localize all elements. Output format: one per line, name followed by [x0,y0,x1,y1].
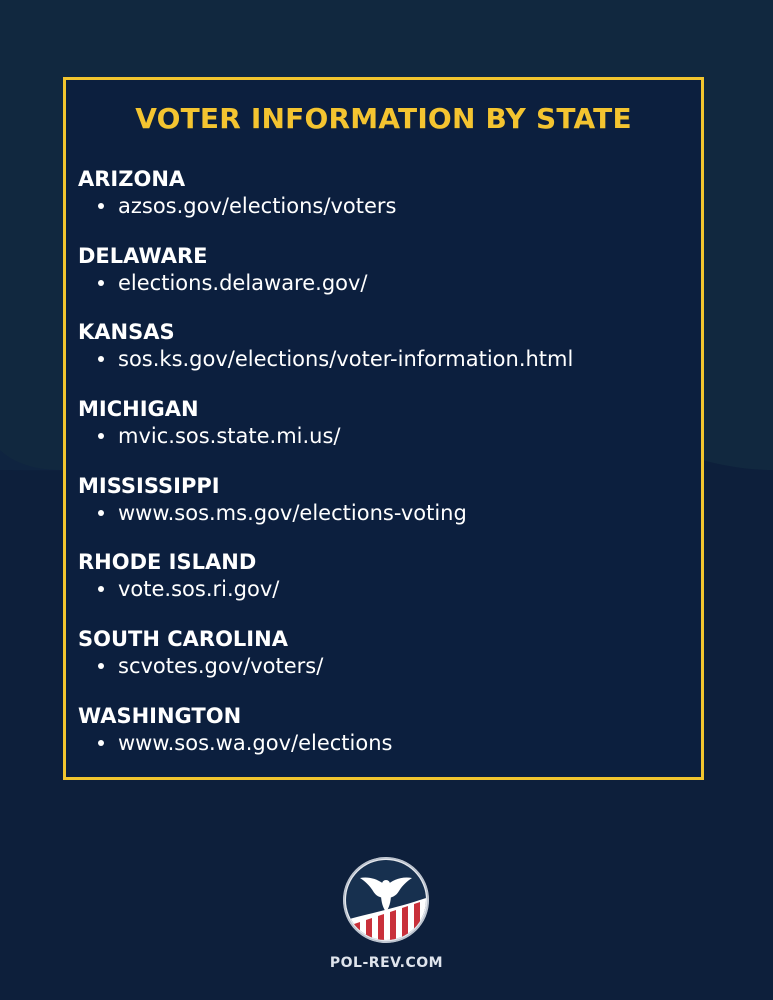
state-item-washington [78,703,688,780]
state-url-link[interactable]: mvic.sos.state.mi.us/ [118,424,341,449]
state-name: SOUTH CAROLINA [78,627,288,652]
bullet-icon [98,203,104,209]
state-link-row [78,423,688,449]
state-url-link[interactable]: scvotes.gov/voters/ [118,654,324,679]
bullet-icon [98,663,104,669]
state-name: DELAWARE [78,243,208,268]
bullet-icon [98,356,104,362]
state-url-link[interactable]: sos.ks.gov/elections/voter-information.html [118,347,574,372]
state-name: KANSAS [78,320,175,345]
state-link-row [78,653,688,679]
state-url-link[interactable]: www.sos.wa.gov/elections [118,730,393,755]
state-name: MISSISSIPPI [78,473,220,498]
bullet-icon [98,740,104,746]
bullet-icon [98,510,104,516]
state-item-michigan [78,396,688,473]
state-url-link[interactable]: www.sos.ms.gov/elections-voting [118,500,467,525]
state-link-row [78,500,688,526]
state-item-mississippi [78,473,688,550]
state-link-row [78,730,688,756]
voter-info-card [63,77,704,780]
state-item-kansas [78,319,688,396]
state-item-south-carolina [78,626,688,703]
state-name: WASHINGTON [78,703,242,728]
state-link-row [78,346,688,372]
bullet-icon [98,586,104,592]
card-title: VOTER INFORMATION BY STATE [135,102,632,135]
state-name: ARIZONA [78,167,186,191]
site-url-label[interactable]: POL-REV.COM [329,955,444,971]
state-link-row [78,576,688,602]
state-link-row [78,193,688,219]
eagle-flag-logo-icon [342,856,430,944]
state-list [78,166,688,780]
state-url-link[interactable]: azsos.gov/elections/voters [118,194,397,218]
bullet-icon [98,280,104,286]
state-name: RHODE ISLAND [78,550,257,575]
state-item-rhode-island [78,549,688,626]
bullet-icon [98,433,104,439]
state-link-row [78,270,688,296]
state-item-arizona [78,166,688,243]
state-url-link[interactable]: elections.delaware.gov/ [118,270,368,295]
state-url-link[interactable]: vote.sos.ri.gov/ [118,577,280,602]
state-item-delaware [78,243,688,320]
state-name: MICHIGAN [78,397,199,422]
